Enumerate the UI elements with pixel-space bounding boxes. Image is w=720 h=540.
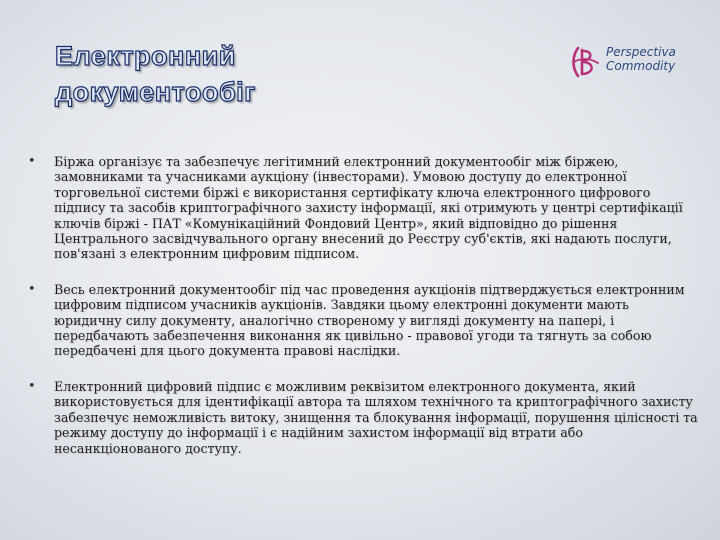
logo-mark-icon xyxy=(568,42,604,82)
bullet-point-icon: • xyxy=(28,281,36,297)
bullet-point-icon: • xyxy=(28,154,36,169)
slide-title-line-1: Електронний xyxy=(55,41,236,71)
bullet-text: Електронний цифровий підпис є можливим реквізитом електронного документа, який використовується для ідентифікації автора та шляхом технічного та криптографічного захисту забезпечує неможливість витоку, знищення та блокування інформації, порушення цілісності та режиму доступу до інформації і є надійним захистом інформації від втрати або несанкціонованого доступу. xyxy=(54,378,698,456)
logo-text xyxy=(606,45,676,73)
bullet-text: Біржа організує та забезпечує легітимний електронний документообіг між біржею, замовниками та учасниками аукціону (інвесторами). Умовою доступу до електронної торговельної системи біржі є використання сертифікату ключа електронного цифрового підпису та засобів криптографічного захисту інформації, які отримують у центрі сертифікації ключів біржі - ПАТ «Комунікаційний Фондовий Центр», який відповідно до рішення Центрального засвідчувального органу внесений до Реєстру суб'єктів, які надають послуги, пов'язані з електронним цифровим підписом. xyxy=(54,154,683,262)
logo-text-line-2: Commodity xyxy=(606,59,676,73)
perspectiva-commodity-logo xyxy=(568,42,698,82)
bullet-point-icon: • xyxy=(28,378,36,394)
bullet-item xyxy=(28,154,700,262)
bullet-item xyxy=(28,282,700,359)
slide-title xyxy=(55,38,475,110)
bullet-item xyxy=(28,379,700,456)
bullet-text: Весь електронний документообіг під час проведення аукціонів підтверджується електронним цифровим підписом учасників аукціонів. Завдяки цьому електронні документи мають юридичну силу документу, аналогічно створеному у вигляді документу на папері, і передбачають забезпечення виконання як цивільно - правової угоди та тягнуть за собою передбачені для цього документа правові наслідки. xyxy=(54,281,685,359)
logo-text-line-1: Perspectiva xyxy=(606,45,676,59)
bullet-list xyxy=(28,154,700,476)
slide-title-line-2: документообіг xyxy=(55,77,256,107)
